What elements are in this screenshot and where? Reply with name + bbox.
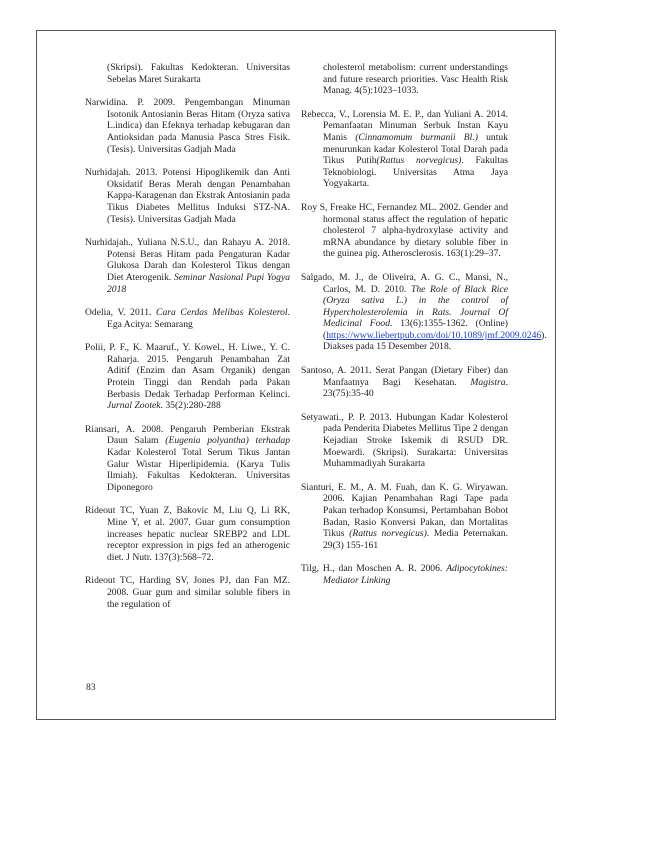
reference-entry	[85, 505, 290, 563]
reference-italic-text: Jurnal Zootek	[107, 400, 161, 412]
reference-entry	[301, 109, 508, 190]
reference-text: Rideout TC, Harding SV, Jones PJ, dan Fan MZ. 2008. Guar gum and similar soluble fibers in the regulation of	[85, 575, 290, 610]
left-column	[85, 62, 290, 622]
reference-text: . 23(75):35-40	[323, 376, 508, 400]
reference-continuation	[85, 62, 290, 85]
reference-entry	[301, 563, 508, 586]
reference-text: Polii, P. F., K. Maaruf., Y. Kowel., H. Liwe., Y. C. Raharja. 2015. Pengaruh Penambahan Zat Aditif (Enzim dan Asam Organik) dengan Protein Tinggi dan Rendah pada Pakan Berbasis Dedak Terhadap Performan Kelinci.	[85, 342, 290, 400]
reference-italic-text: (Rattus norvegicus)	[349, 528, 427, 540]
reference-italic-text: (Rattus norvegicus)	[376, 155, 462, 167]
reference-entry	[85, 237, 290, 295]
reference-italic-text: Adipocytokines: Mediator Linking	[323, 563, 508, 586]
reference-text: Kadar Kolesterol Total Serum Tikus Jantan Galur Wistar Hiperlipidemia. (Karya Tulis Ilmiah). Fakultas Kedokteran. Universitas Diponegoro	[107, 447, 290, 493]
reference-text: Riansari, A. 2008. Pengaruh Pemberian Ekstrak Daun Salam	[85, 423, 290, 447]
reference-entry	[85, 342, 290, 412]
reference-link[interactable]: https://www.liebertpub.com/doi/10.1089/jmf.2009.0246	[326, 329, 542, 341]
reference-text: Narwidina. P. 2009. Pengembangan Minuman Isotonik Antosianin Beras Hitam (Oryza sativa L.indica) dan Efeknya terhadap kebugaran dan Antioksidan pada Manusia Pasca Stres Fisik. (Tesis). Universitas Gadjah Mada	[85, 97, 290, 155]
reference-text: Roy S, Freake HC, Fernandez ML. 2002. Gender and hormonal status affect the regulation of hepatic cholesterol 7 alpha-hydroxylase activity and mRNA abundance by dietary soluble fiber in the guinea pig. Atherosclerosis. 163(1):29–37.	[301, 201, 508, 260]
reference-text: . Media Peternakan. 29(3) 155-161	[323, 528, 508, 551]
reference-entry	[85, 575, 290, 610]
right-column	[301, 62, 547, 599]
reference-italic-text: Cara Cerdas Melibas Kolesterol	[156, 307, 288, 319]
reference-continuation	[301, 62, 508, 97]
reference-italic-text: The Role of Black Rice (Oryza sativa L.) in the control of Hypercholesterolemia in Rats. Journal Of Medicinal Food	[323, 283, 508, 330]
reference-text: . Fakultas Teknobiologi. Universitas Atma Jaya Yogyakarta.	[323, 155, 508, 190]
reference-italic-text: Magistra	[470, 376, 506, 388]
reference-italic-text: (Eugenia polyantha) terhadap	[165, 435, 290, 447]
reference-text: (Skripsi). Fakultas Kedokteran. Universitas Sebelas Maret Surakarta	[107, 62, 290, 85]
reference-entry	[85, 167, 290, 225]
reference-text: Sianturi, E. M., A. M. Fuah, dan K. G. Wiryawan. 2006. Kajian Penambahan Ragi Tape pada Pakan terhadop Konsumsi, Pertambahan Bobot Badan, Rasio Konversi Pakan, dan Mortalitas Tikus	[301, 481, 508, 540]
reference-text: Tilg, H., dan Moschen A. R. 2006.	[301, 563, 447, 575]
reference-text: . Ega Acitya: Semarang	[107, 307, 290, 330]
reference-text: Odelia, V. 2011.	[85, 307, 157, 319]
reference-text: ). Diakses pada 15 Desember 2018.	[323, 329, 547, 353]
reference-text: cholesterol metabolism: current understandings and future research priorities. Vasc Health Risk Manag. 4(5):1023–1033.	[323, 62, 508, 97]
reference-text: untuk menurunkan kadar Kolesterol Total Darah pada Tikus Putih	[323, 131, 508, 167]
reference-text: Nurhidajah. 2013. Potensi Hipoglikemik dan Anti Oksidatif Beras Merah dengan Penambahan Kappa-Karagenan dan Ekstrak Antosianin pada Tikus Diabetes Mellitus Induksi STZ-NA. (Tesis). Universitas Gadjah Mada	[85, 167, 290, 225]
reference-entry	[85, 97, 290, 155]
reference-text: . 35(2):280-288	[160, 400, 221, 412]
reference-text: . 13(6):1355-1362. (Online) (	[323, 318, 508, 341]
page-number: 83	[86, 682, 96, 693]
reference-entry	[301, 271, 547, 353]
reference-italic-text: (Cinnamomum burmanii Bl.)	[355, 131, 478, 143]
reference-entry	[301, 482, 508, 552]
reference-text: Rideout TC, Yuan Z, Bakovic M, Liu Q, Li RK, Mine Y, et al. 2007. Guar gum consumption increases hepatic nuclear SREBP2 and LDL receptor expression in pigs fed an atherogenic diet. J Nutr. 137(3):568–72.	[85, 505, 290, 563]
reference-entry	[301, 202, 508, 260]
reference-text: Rebecca, V., Lorensia M. E. P., dan Yuliani A. 2014. Pemanfaatan Minuman Serbuk Instan Kayu Manis	[301, 108, 508, 143]
reference-entry	[85, 424, 290, 494]
reference-entry	[301, 365, 508, 400]
reference-text: Salgado, M. J., de Oliveira, A. G. C., Mansi, N., Carlos, M. D. 2010.	[301, 271, 508, 295]
reference-entry	[301, 412, 508, 470]
reference-text: Nurhidajah., Yuliana N.S.U., dan Rahayu A. 2018. Potensi Beras Hitam pada Pengaturan Kadar Glukosa Darah dan Kolesterol Tikus dengan Diet Aterogenik.	[85, 237, 290, 283]
reference-entry	[85, 307, 290, 330]
reference-text: Santoso, A. 2011. Serat Pangan (Dietary Fiber) dan Manfaatnya Bagi Kesehatan.	[301, 365, 508, 388]
reference-text: Setyawati., P. P. 2013. Hubungan Kadar Kolesterol pada Penderita Diabetes Mellitus Tipe 2 dengan Kejadian Stroke Iskemik di RSUD DR. Moewardi. (Skripsi). Surakarta: Universitas Muhammadiyah Surakarta	[301, 411, 508, 470]
reference-italic-text: Seminar Nasional Pupi Yogya 2018	[107, 271, 291, 295]
